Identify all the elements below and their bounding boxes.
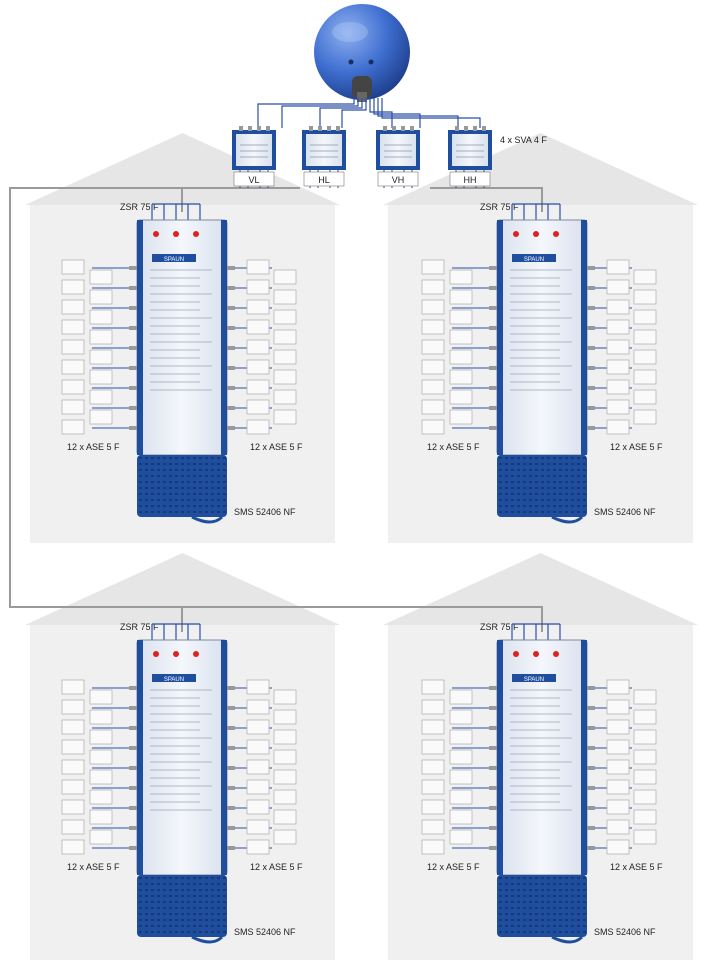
f-connector — [482, 126, 486, 131]
f-connector — [129, 846, 137, 850]
ase-outlet-left — [62, 280, 84, 294]
ase-outlet-right — [607, 740, 629, 754]
f-connector — [587, 726, 595, 730]
f-connector — [489, 326, 497, 330]
ase-outlet-right — [634, 370, 656, 384]
f-connector — [336, 126, 340, 131]
f-connector — [227, 826, 235, 830]
status-led — [553, 231, 559, 237]
ase-outlet-right — [274, 350, 296, 364]
ase-right-label: 12 x ASE 5 F — [610, 862, 663, 872]
ase-outlet-left — [62, 260, 84, 274]
ase-outlet-left — [62, 740, 84, 754]
f-connector — [489, 386, 497, 390]
lnb-cable — [382, 98, 480, 128]
ase-outlet-left — [450, 810, 472, 824]
ase-outlet-right — [247, 720, 269, 734]
ase-outlet-left — [90, 790, 112, 804]
ase-outlet-right — [607, 820, 629, 834]
ase-outlet-right — [607, 320, 629, 334]
f-connector — [129, 406, 137, 410]
ase-outlet-left — [422, 280, 444, 294]
ase-left-label: 12 x ASE 5 F — [67, 862, 120, 872]
f-connector — [401, 126, 405, 131]
ase-outlet-right — [247, 340, 269, 354]
f-connector — [489, 786, 497, 790]
zsr-label: ZSR 75 F — [480, 202, 519, 212]
ase-right-label: 12 x ASE 5 F — [250, 442, 303, 452]
ase-outlet-right — [634, 710, 656, 724]
ase-right-label: 12 x ASE 5 F — [250, 862, 303, 872]
ase-outlet-left — [450, 330, 472, 344]
ase-outlet-right — [247, 680, 269, 694]
ase-outlet-right — [634, 730, 656, 744]
ase-outlet-left — [422, 320, 444, 334]
ase-outlet-left — [450, 690, 472, 704]
ase-outlet-right — [607, 280, 629, 294]
f-connector — [489, 726, 497, 730]
f-connector — [489, 806, 497, 810]
zsr-label: ZSR 75 F — [120, 202, 159, 212]
f-connector — [227, 386, 235, 390]
f-connector — [227, 266, 235, 270]
ase-outlet-right — [274, 710, 296, 724]
f-connector — [489, 826, 497, 830]
splitter-hh — [448, 126, 492, 188]
f-connector — [489, 746, 497, 750]
ase-outlet-left — [90, 290, 112, 304]
status-led — [533, 651, 539, 657]
switch-rail-left — [497, 640, 503, 875]
f-connector — [410, 126, 414, 131]
ase-outlet-right — [274, 270, 296, 284]
zsr-label: ZSR 75 F — [120, 622, 159, 632]
ase-outlet-left — [62, 400, 84, 414]
ase-outlet-right — [247, 380, 269, 394]
status-led — [513, 651, 519, 657]
f-connector — [383, 126, 387, 131]
satellite-dish — [314, 4, 410, 102]
ase-outlet-right — [274, 690, 296, 704]
ase-outlet-left — [422, 700, 444, 714]
ase-outlet-right — [247, 280, 269, 294]
f-connector — [227, 426, 235, 430]
device-label: SMS 52406 NF — [594, 507, 656, 517]
f-connector — [129, 306, 137, 310]
f-connector — [489, 266, 497, 270]
f-connector — [227, 366, 235, 370]
ase-outlet-right — [607, 380, 629, 394]
splitter-vh — [376, 126, 420, 188]
ase-outlet-left — [62, 800, 84, 814]
switch-rail-right — [581, 220, 587, 455]
ase-outlet-left — [62, 700, 84, 714]
ase-outlet-right — [247, 700, 269, 714]
f-connector — [227, 326, 235, 330]
brand-logo: SPAUN — [163, 677, 185, 683]
houses-layer — [25, 133, 698, 960]
ase-outlet-left — [422, 680, 444, 694]
ase-outlet-left — [62, 720, 84, 734]
ase-outlet-right — [247, 840, 269, 854]
lnb-cable — [258, 98, 354, 128]
splitter-label: HH — [463, 175, 477, 185]
lnb-cable — [378, 98, 458, 128]
power-supply — [137, 455, 227, 517]
ase-outlet-right — [607, 840, 629, 854]
f-connector — [129, 366, 137, 370]
lnb-cable — [320, 98, 362, 128]
f-connector — [227, 406, 235, 410]
ase-outlet-right — [634, 390, 656, 404]
ase-outlet-right — [274, 730, 296, 744]
f-connector — [257, 126, 261, 131]
switch-rail-right — [581, 640, 587, 875]
ase-outlet-right — [607, 340, 629, 354]
ase-outlet-right — [607, 760, 629, 774]
ase-outlet-right — [247, 320, 269, 334]
f-connector — [587, 846, 595, 850]
ase-outlet-left — [422, 300, 444, 314]
f-connector — [327, 126, 331, 131]
splitter-hl — [302, 126, 346, 188]
ase-outlet-left — [422, 260, 444, 274]
splitter-vl — [232, 126, 276, 188]
f-connector — [129, 746, 137, 750]
ase-outlet-left — [450, 310, 472, 324]
ase-outlet-right — [634, 790, 656, 804]
ase-outlet-left — [62, 320, 84, 334]
ase-outlet-left — [450, 410, 472, 424]
ase-outlet-right — [634, 330, 656, 344]
f-connector — [587, 426, 595, 430]
status-led — [553, 651, 559, 657]
splitter-label: VL — [248, 175, 260, 185]
ase-outlet-left — [422, 340, 444, 354]
ase-outlet-right — [607, 720, 629, 734]
f-connector — [587, 826, 595, 830]
f-connector — [489, 426, 497, 430]
splitter-count-label: 4 x SVA 4 F — [500, 135, 547, 145]
ase-outlet-right — [247, 780, 269, 794]
splitter-panel — [452, 134, 488, 166]
f-connector — [129, 326, 137, 330]
f-connector — [587, 366, 595, 370]
ase-outlet-left — [422, 800, 444, 814]
f-connector — [129, 346, 137, 350]
f-connector — [587, 746, 595, 750]
status-led — [153, 651, 159, 657]
lnb-cable — [370, 98, 392, 128]
f-connector — [392, 126, 396, 131]
ase-outlet-left — [62, 780, 84, 794]
ase-outlet-right — [274, 750, 296, 764]
ase-outlet-left — [450, 830, 472, 844]
switch-rail-left — [137, 640, 143, 875]
splitter-panel — [380, 134, 416, 166]
ase-outlet-left — [450, 730, 472, 744]
switch-rail-right — [221, 640, 227, 875]
switch-rail-left — [497, 220, 503, 455]
ase-outlet-right — [274, 390, 296, 404]
status-led — [193, 231, 199, 237]
ase-right-label: 12 x ASE 5 F — [610, 442, 663, 452]
lnb-cable — [374, 98, 420, 128]
f-connector — [309, 126, 313, 131]
f-connector — [227, 306, 235, 310]
f-connector — [227, 786, 235, 790]
ase-outlet-right — [247, 760, 269, 774]
f-connector — [587, 286, 595, 290]
f-connector — [587, 266, 595, 270]
ase-outlet-right — [274, 770, 296, 784]
switch-rail-right — [221, 220, 227, 455]
ase-outlet-right — [274, 790, 296, 804]
ase-outlet-right — [607, 360, 629, 374]
ase-left-label: 12 x ASE 5 F — [427, 442, 480, 452]
ase-outlet-right — [634, 270, 656, 284]
ase-left-label: 12 x ASE 5 F — [427, 862, 480, 872]
f-connector — [587, 306, 595, 310]
f-connector — [129, 686, 137, 690]
ase-outlet-left — [62, 760, 84, 774]
ase-outlet-left — [450, 790, 472, 804]
ase-outlet-left — [422, 740, 444, 754]
ase-outlet-right — [247, 820, 269, 834]
status-led — [513, 231, 519, 237]
ase-outlet-left — [422, 360, 444, 374]
ase-outlet-right — [607, 700, 629, 714]
ase-outlet-left — [62, 380, 84, 394]
f-connector — [227, 746, 235, 750]
ase-outlet-right — [274, 810, 296, 824]
f-connector — [464, 126, 468, 131]
f-connector — [129, 726, 137, 730]
f-connector — [227, 766, 235, 770]
f-connector — [455, 126, 459, 131]
ase-outlet-left — [90, 830, 112, 844]
switch-rail-left — [137, 220, 143, 455]
ase-outlet-right — [247, 260, 269, 274]
ase-outlet-left — [90, 350, 112, 364]
ase-outlet-left — [450, 270, 472, 284]
f-connector — [489, 766, 497, 770]
brand-logo: SPAUN — [163, 257, 185, 263]
device-label: SMS 52406 NF — [234, 507, 296, 517]
ase-outlet-left — [62, 360, 84, 374]
f-connector — [489, 366, 497, 370]
zsr-label: ZSR 75 F — [480, 622, 519, 632]
ase-outlet-left — [62, 300, 84, 314]
splitters-layer — [232, 126, 492, 188]
f-connector — [129, 386, 137, 390]
ase-outlet-right — [247, 360, 269, 374]
f-connector — [129, 766, 137, 770]
f-connector — [227, 686, 235, 690]
ase-outlet-right — [247, 800, 269, 814]
ase-outlet-left — [90, 690, 112, 704]
ase-outlet-left — [90, 310, 112, 324]
f-connector — [587, 406, 595, 410]
f-connector — [129, 826, 137, 830]
power-supply — [137, 875, 227, 937]
ase-outlet-right — [607, 400, 629, 414]
ase-outlet-right — [274, 310, 296, 324]
ase-outlet-right — [607, 300, 629, 314]
f-connector — [129, 286, 137, 290]
ase-outlet-left — [90, 270, 112, 284]
ase-outlet-right — [274, 370, 296, 384]
ase-outlet-right — [634, 350, 656, 364]
status-led — [173, 231, 179, 237]
house-roof — [383, 553, 698, 625]
f-connector — [587, 786, 595, 790]
f-connector — [489, 286, 497, 290]
ase-outlet-right — [274, 330, 296, 344]
ase-outlet-left — [62, 340, 84, 354]
f-connector — [266, 126, 270, 131]
ase-outlet-right — [634, 750, 656, 764]
ase-outlet-left — [90, 390, 112, 404]
ase-outlet-right — [274, 290, 296, 304]
ase-outlet-left — [62, 840, 84, 854]
f-connector — [129, 266, 137, 270]
ase-outlet-right — [634, 290, 656, 304]
ase-outlet-left — [422, 840, 444, 854]
f-connector — [227, 806, 235, 810]
ase-outlet-right — [274, 830, 296, 844]
brand-logo: SPAUN — [523, 257, 545, 263]
ase-outlet-right — [634, 770, 656, 784]
f-connector — [587, 706, 595, 710]
f-connector — [489, 686, 497, 690]
ase-outlet-left — [90, 370, 112, 384]
ase-outlet-left — [62, 820, 84, 834]
ase-outlet-right — [247, 300, 269, 314]
brand-logo: SPAUN — [523, 677, 545, 683]
ase-outlet-left — [422, 380, 444, 394]
f-connector — [129, 706, 137, 710]
device-label: SMS 52406 NF — [234, 927, 296, 937]
lnb-cables — [258, 98, 480, 128]
ase-outlet-right — [634, 410, 656, 424]
f-connector — [129, 426, 137, 430]
ase-outlet-right — [634, 830, 656, 844]
status-led — [193, 651, 199, 657]
ase-left-label: 12 x ASE 5 F — [67, 442, 120, 452]
status-led — [533, 231, 539, 237]
f-connector — [227, 846, 235, 850]
splitter-label: VH — [391, 175, 405, 185]
splitter-panel — [236, 134, 272, 166]
ase-outlet-right — [247, 420, 269, 434]
f-connector — [473, 126, 477, 131]
f-connector — [587, 326, 595, 330]
f-connector — [587, 806, 595, 810]
f-connector — [129, 786, 137, 790]
ase-outlet-right — [607, 260, 629, 274]
ase-outlet-left — [422, 420, 444, 434]
ase-outlet-left — [90, 410, 112, 424]
ase-outlet-left — [90, 330, 112, 344]
ase-outlet-left — [422, 720, 444, 734]
ase-outlet-left — [90, 750, 112, 764]
f-connector — [587, 386, 595, 390]
ase-outlet-left — [422, 400, 444, 414]
ase-outlet-left — [450, 750, 472, 764]
f-connector — [227, 706, 235, 710]
ase-outlet-left — [450, 370, 472, 384]
ase-outlet-right — [247, 400, 269, 414]
ase-outlet-right — [607, 420, 629, 434]
power-supply — [497, 875, 587, 937]
f-connector — [489, 306, 497, 310]
ase-outlet-right — [607, 780, 629, 794]
ase-outlet-left — [90, 810, 112, 824]
ase-outlet-left — [450, 350, 472, 364]
f-connector — [248, 126, 252, 131]
f-connector — [587, 766, 595, 770]
ase-outlet-right — [274, 410, 296, 424]
ase-outlet-left — [422, 780, 444, 794]
ase-outlet-left — [90, 770, 112, 784]
status-led — [173, 651, 179, 657]
ase-outlet-left — [450, 390, 472, 404]
power-supply — [497, 455, 587, 517]
f-connector — [489, 346, 497, 350]
ase-outlet-right — [634, 310, 656, 324]
f-connector — [489, 846, 497, 850]
device-label: SMS 52406 NF — [594, 927, 656, 937]
f-connector — [587, 686, 595, 690]
f-connector — [227, 346, 235, 350]
f-connector — [489, 406, 497, 410]
status-led — [153, 231, 159, 237]
ase-outlet-left — [450, 290, 472, 304]
ase-outlet-right — [247, 740, 269, 754]
f-connector — [227, 286, 235, 290]
ase-outlet-left — [62, 680, 84, 694]
ase-outlet-right — [607, 680, 629, 694]
f-connector — [318, 126, 322, 131]
ase-outlet-left — [90, 710, 112, 724]
ase-outlet-right — [607, 800, 629, 814]
ase-outlet-left — [62, 420, 84, 434]
f-connector — [239, 126, 243, 131]
f-connector — [129, 806, 137, 810]
ase-outlet-left — [422, 820, 444, 834]
splitter-label: HL — [318, 175, 330, 185]
ase-outlet-right — [634, 810, 656, 824]
ase-outlet-left — [422, 760, 444, 774]
ase-outlet-left — [90, 730, 112, 744]
f-connector — [489, 706, 497, 710]
splitter-panel — [306, 134, 342, 166]
ase-outlet-left — [450, 710, 472, 724]
f-connector — [587, 346, 595, 350]
f-connector — [227, 726, 235, 730]
ase-outlet-right — [634, 690, 656, 704]
ase-outlet-left — [450, 770, 472, 784]
